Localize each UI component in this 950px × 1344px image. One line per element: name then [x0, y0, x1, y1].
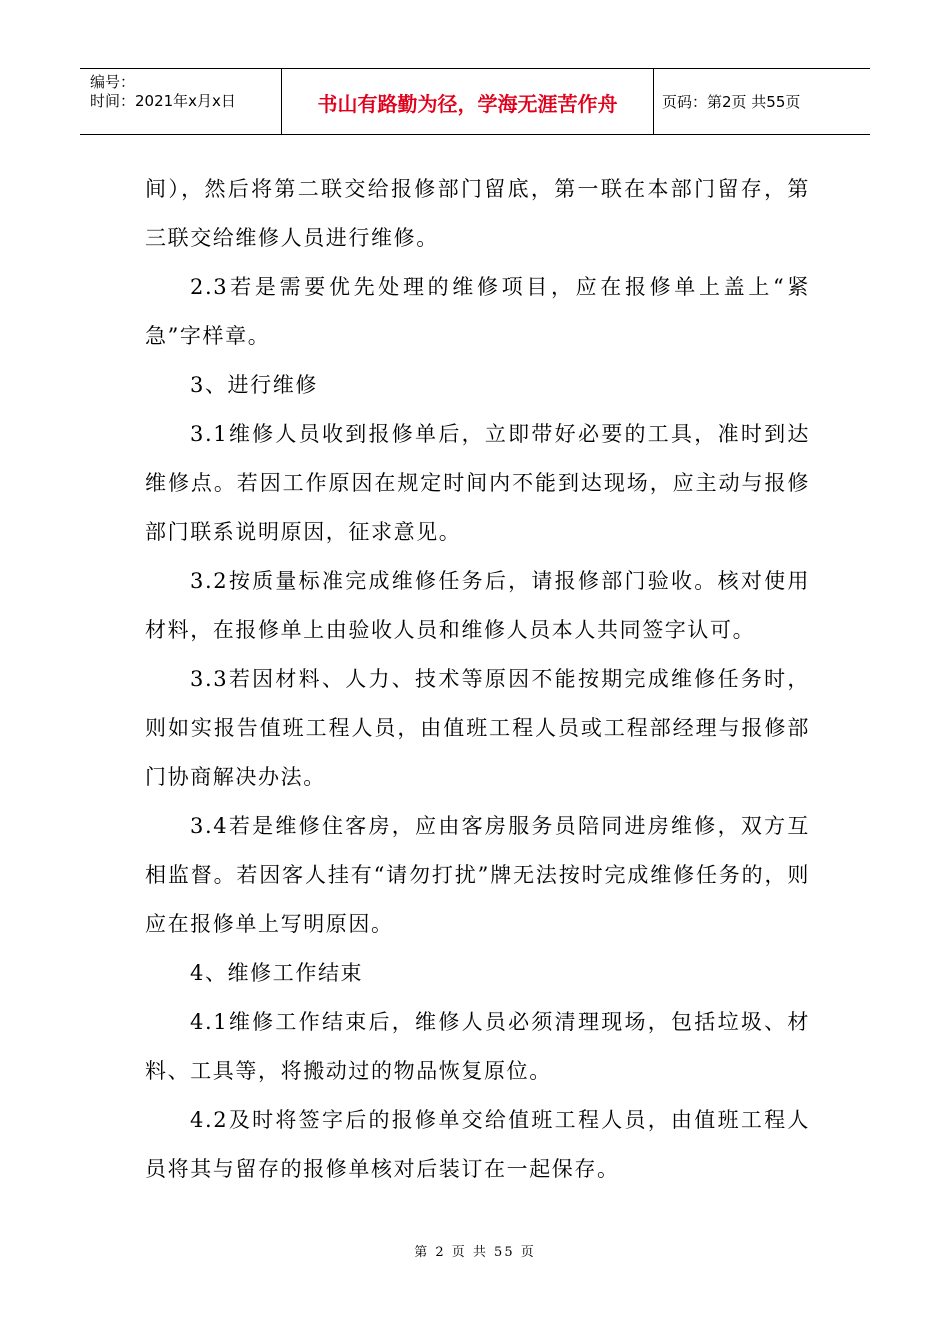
document-number-label: 编号： [90, 73, 136, 91]
paragraph: 间），然后将第二联交给报修部门留底，第一联在本部门留存，第三联交给维修人员进行维修。 [145, 177, 810, 250]
document-header [80, 68, 870, 135]
paragraph: 3.1维修人员收到报修单后，立即带好必要的工具，准时到达维修点。若因工作原因在规定时间内不能到达现场，应主动与报修部门联系说明原因，征求意见。 [145, 422, 810, 544]
header-page-cell [654, 69, 870, 134]
page-footer: 第 2 页 共 55 页 [414, 1245, 536, 1260]
paragraph: 4.2及时将签字后的报修单交给值班工程人员，由值班工程人员将其与留存的报修单核对后装订在一起保存。 [145, 1108, 810, 1181]
section-heading: 4、维修工作结束 [190, 961, 364, 985]
header-page-label: 页码：第2页 共55页 [662, 93, 801, 111]
header-motto-cell [282, 69, 654, 134]
paragraph: 3.3若因材料、人力、技术等原因不能按期完成维修任务时，则如实报告值班工程人员，由值班工程人员或工程部经理与报修部门协商解决办法。 [145, 667, 810, 789]
paragraph: 2.3若是需要优先处理的维修项目，应在报修单上盖上“紧急”字样章。 [145, 275, 810, 348]
paragraph: 4.1维修工作结束后，维修人员必须清理现场，包括垃圾、材料、工具等，将搬动过的物品恢复原位。 [145, 1010, 810, 1083]
document-body [145, 165, 810, 1194]
header-motto: 书山有路勤为径，学海无涯苦作舟 [317, 92, 618, 116]
paragraph: 3.4若是维修住客房，应由客房服务员陪同进房维修，双方互相监督。若因客人挂有“请勿打扰”牌无法按时完成维修任务的，则应在报修单上写明原因。 [145, 814, 810, 936]
section-heading: 3、进行维修 [190, 373, 318, 397]
paragraph: 3.2按质量标准完成维修任务后，请报修部门验收。核对使用材料，在报修单上由验收人员和维修人员本人共同签字认可。 [145, 569, 810, 642]
header-info-cell [80, 69, 282, 134]
document-time-label: 时间：2021年x月x日 [90, 92, 236, 110]
